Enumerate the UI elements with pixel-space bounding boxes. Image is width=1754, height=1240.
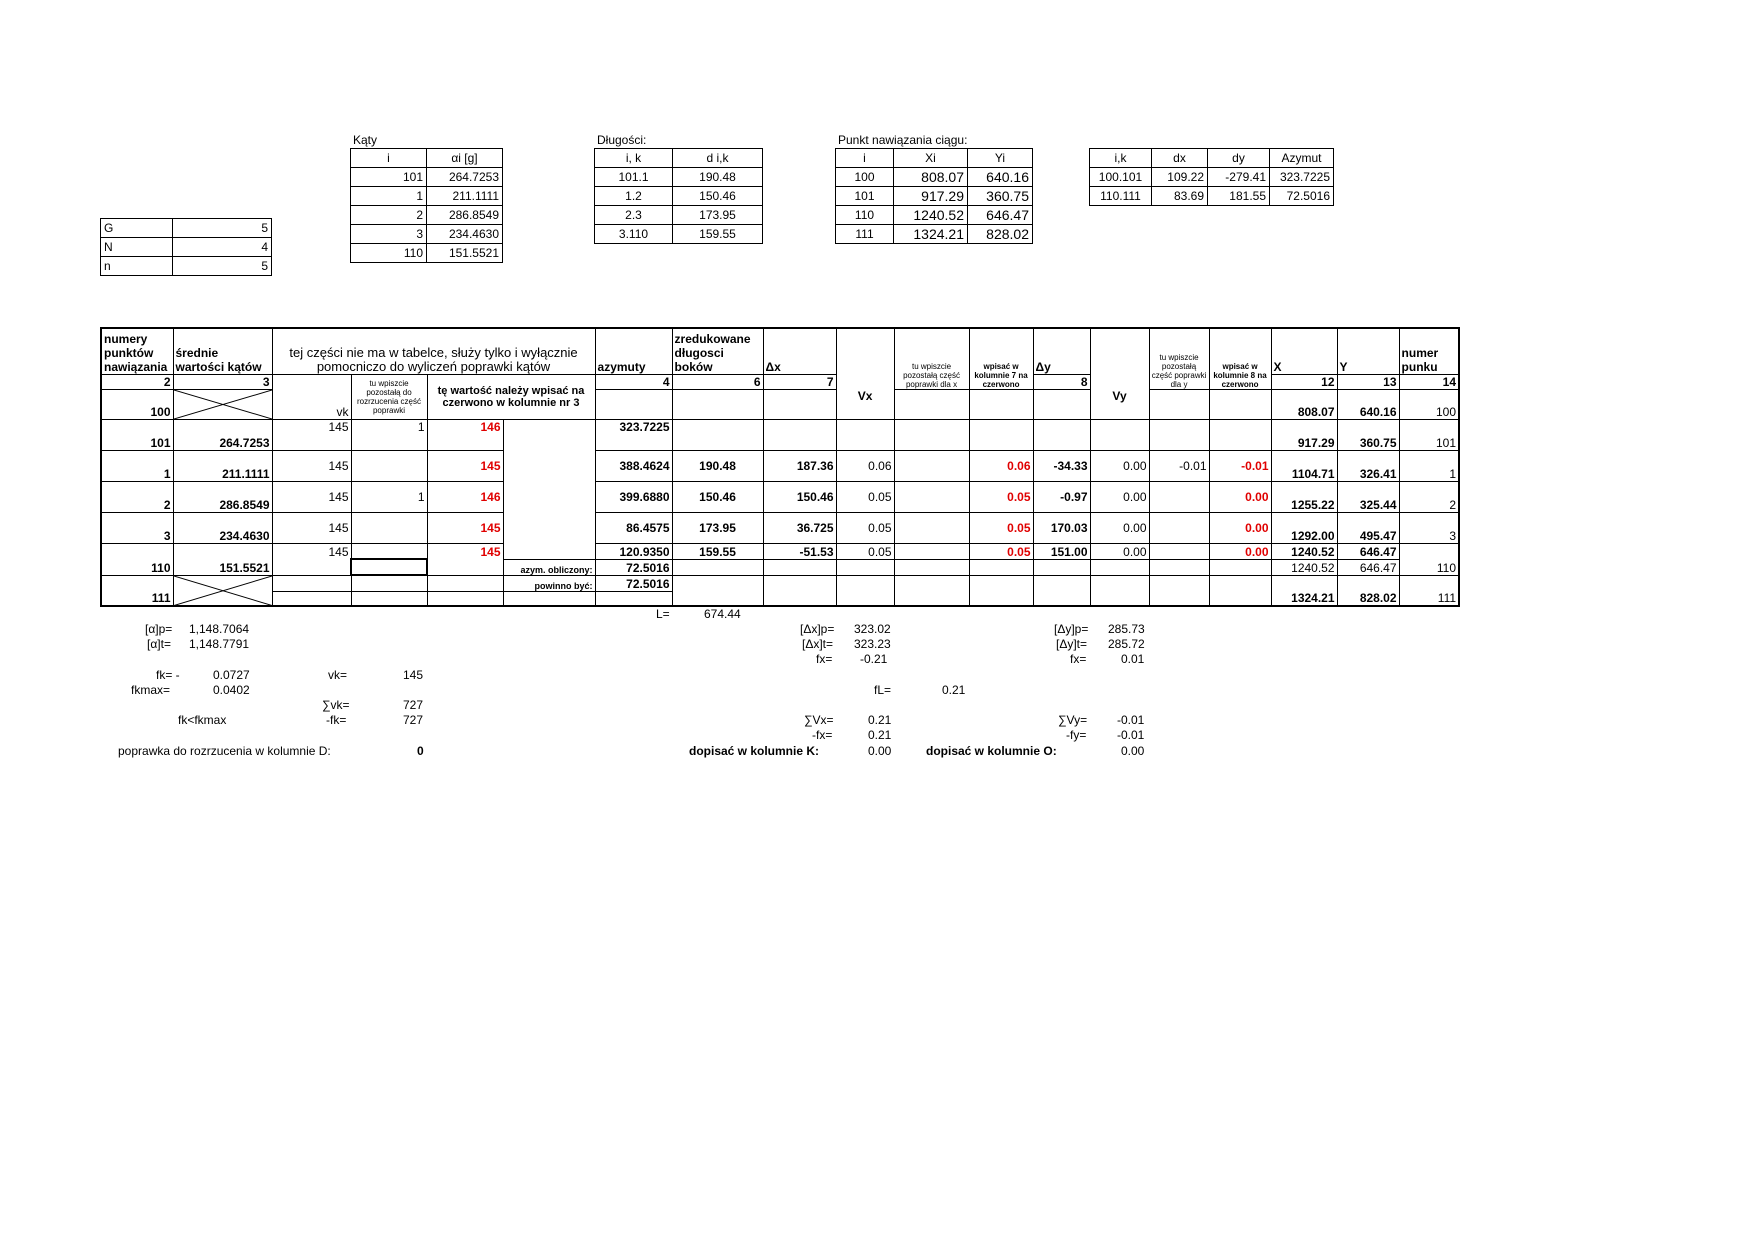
dyt-label: [Δy]t= — [1056, 637, 1088, 651]
row-Y: 325.44 — [1337, 481, 1399, 512]
row-empty — [672, 559, 763, 575]
cross-icon — [174, 576, 272, 606]
row-num: 100 — [1399, 389, 1459, 419]
at-label: [α]t= — [147, 637, 171, 651]
row-vk: 145 — [272, 419, 351, 450]
ap-value: 1,148.7064 — [189, 622, 250, 636]
row-nr: 111 — [101, 575, 173, 606]
pk-cell: 646.47 — [968, 206, 1033, 225]
row-tux — [894, 543, 969, 559]
dopO-value: 0.00 — [1121, 744, 1145, 758]
row-dx: -51.53 — [763, 543, 836, 559]
num-2: 2 — [101, 374, 173, 389]
dlugosci-title: Długości: — [597, 133, 647, 147]
pk-cell: 111 — [836, 225, 894, 244]
row-num: 111 — [1399, 575, 1459, 606]
row-empty — [272, 559, 351, 575]
row-empty — [763, 559, 836, 575]
az-cell: -279.41 — [1208, 168, 1270, 187]
hdr-vy: Vy — [1090, 374, 1149, 419]
row-kat: 264.7253 — [173, 419, 272, 450]
row-empty — [1209, 419, 1271, 450]
svy-value: -0.01 — [1117, 713, 1145, 727]
katy-cell: 101 — [351, 168, 427, 187]
num-14: 14 — [1399, 374, 1459, 389]
num-12: 12 — [1271, 374, 1337, 389]
row-empty — [1209, 559, 1271, 575]
katy-cell: 234.4630 — [427, 225, 503, 244]
row-wx: 0.05 — [969, 481, 1033, 512]
hdr-numery: numery punktów nawiązania — [101, 328, 173, 374]
svy-label: ∑Vy= — [1058, 713, 1088, 727]
dxt-label: [Δx]t= — [802, 637, 834, 651]
row-tuy — [1149, 481, 1209, 512]
dyt-value: 285.72 — [1108, 637, 1145, 651]
row-empty — [1090, 559, 1149, 575]
row-empty — [503, 450, 595, 481]
row-tu — [351, 543, 427, 559]
row-nr: 2 — [101, 481, 173, 512]
pk-cell: 640.16 — [968, 168, 1033, 187]
row-X: 1240.52 — [1271, 559, 1337, 575]
row-nr: 3 — [101, 512, 173, 543]
num-8: 8 — [1033, 374, 1090, 389]
gnn-value: 5 — [173, 257, 272, 276]
row-dy: -0.97 — [1033, 481, 1090, 512]
az-header: i,k — [1090, 149, 1152, 168]
dopK-value: 0.00 — [868, 744, 892, 758]
katy-cell: 286.8549 — [427, 206, 503, 225]
row-d: 159.55 — [672, 543, 763, 559]
row-vx: 0.05 — [836, 543, 894, 559]
row-vx: 0.05 — [836, 512, 894, 543]
mfk-label: -fk= — [326, 713, 347, 727]
pk-cell: 1324.21 — [894, 225, 968, 244]
row-empty — [272, 575, 351, 591]
pk-header: Yi — [968, 149, 1033, 168]
row-az: 388.4624 — [595, 450, 672, 481]
katy-cell: 110 — [351, 244, 427, 263]
pk-cell: 100 — [836, 168, 894, 187]
row-tu — [351, 512, 427, 543]
row-wy: 0.00 — [1209, 481, 1271, 512]
hdr-dy: Δy — [1033, 328, 1090, 374]
row-empty — [969, 575, 1033, 606]
row-empty — [836, 575, 894, 606]
dl-cell: 1.2 — [595, 187, 673, 206]
row-vx: 0.06 — [836, 450, 894, 481]
svx-label: ∑Vx= — [804, 713, 834, 727]
fx-value: -0.21 — [860, 652, 888, 666]
row-empty — [1149, 559, 1209, 575]
row-az: 399.6880 — [595, 481, 672, 512]
row-empty — [1033, 575, 1090, 606]
svk-label: ∑vk= — [322, 698, 350, 712]
cross-icon — [174, 390, 272, 419]
row-empty — [272, 591, 351, 606]
row-tux — [894, 481, 969, 512]
poprawka-value: 0 — [417, 744, 424, 758]
dyp-value: 285.73 — [1108, 622, 1145, 636]
katy-cell: 3 — [351, 225, 427, 244]
row-empty — [595, 591, 672, 606]
row-empty — [595, 389, 672, 419]
hdr-wpisac-8: wpisać w kolumnie 8 na czerwono — [1209, 328, 1271, 389]
az-cell: 323.7225 — [1270, 168, 1334, 187]
row-Y-upper: 646.47 — [1337, 543, 1399, 559]
hdr-tu-wpiszcie-x: tu wpiszcie pozostałą część poprawki dla x — [894, 328, 969, 389]
gnn-value: 5 — [173, 219, 272, 238]
pk-cell: 101 — [836, 187, 894, 206]
hdr-x: X — [1271, 328, 1337, 374]
row-Y: 360.75 — [1337, 419, 1399, 450]
row-empty — [427, 559, 503, 575]
row-Y: 828.02 — [1337, 575, 1399, 606]
hdr-pomocniczo: tej części nie ma w tabelce, służy tylko i wyłącznie pomocniczo do wyliczeń poprawki kątów — [272, 328, 595, 374]
row-vy: 0.00 — [1090, 512, 1149, 543]
row-X: 1104.71 — [1271, 450, 1337, 481]
row-X: 1324.21 — [1271, 575, 1337, 606]
num-4: 4 — [595, 374, 672, 389]
row-num: 110 — [1399, 559, 1459, 575]
fL-label: fL= — [874, 683, 892, 697]
az-cell: 110.111 — [1090, 187, 1152, 206]
hdr-tu-wpiszcie-katy: tu wpiszcie pozostałą do rozrzucenia część poprawki — [351, 374, 427, 419]
row-empty — [503, 591, 595, 606]
hdr-vk: vk — [272, 374, 351, 419]
hdr-tu-wpiszcie-y: tu wpiszcie pozostałą część poprawki dla y — [1149, 328, 1209, 389]
katy-table — [350, 148, 503, 263]
row-empty — [894, 389, 969, 419]
az-cell: 109.22 — [1152, 168, 1208, 187]
row-X: 1292.00 — [1271, 512, 1337, 543]
katy-cell: 1 — [351, 187, 427, 206]
row-empty — [503, 481, 595, 512]
katy-cell: 211.1111 — [427, 187, 503, 206]
dl-header: i, k — [595, 149, 673, 168]
az-cell: 181.55 — [1208, 187, 1270, 206]
row-nr: 100 — [101, 389, 173, 419]
fk-label: fk= - — [156, 668, 180, 682]
row-kat: 211.1111 — [173, 450, 272, 481]
pk-header: Xi — [894, 149, 968, 168]
hdr-te-wartosc: tę wartość należy wpisać na czerwono w kolumnie nr 3 — [427, 374, 595, 419]
row-X: 1255.22 — [1271, 481, 1337, 512]
dl-header: d i,k — [673, 149, 763, 168]
hdr-dx: Δx — [763, 328, 836, 374]
num-3: 3 — [173, 374, 272, 389]
row-vy: 0.00 — [1090, 481, 1149, 512]
fy-value: 0.01 — [1121, 652, 1145, 666]
katy-header-alpha: αi [g] — [427, 149, 503, 168]
hdr-zredukowane: zredukowane długosci boków — [672, 328, 763, 374]
row-kat: 286.8549 — [173, 481, 272, 512]
fx-label: fx= — [816, 652, 833, 666]
condition-text: fk<fkmax — [178, 713, 227, 727]
svk-value: 727 — [403, 698, 424, 712]
row-wy: 0.00 — [1209, 512, 1271, 543]
pk-cell: 917.29 — [894, 187, 968, 206]
row-d: 190.48 — [672, 450, 763, 481]
row-vk: 145 — [272, 450, 351, 481]
hdr-azymuty: azymuty — [595, 328, 672, 374]
gnn-table — [100, 218, 272, 276]
row-Y: 495.47 — [1337, 512, 1399, 543]
dyp-label: [Δy]p= — [1054, 622, 1089, 636]
row-az: 120.9350 — [595, 543, 672, 559]
row-empty — [427, 591, 503, 606]
hdr-srednie: średnie wartości kątów — [173, 328, 272, 374]
hdr-y: Y — [1337, 328, 1399, 374]
gnn-value: 4 — [173, 238, 272, 257]
row-empty — [1399, 543, 1459, 559]
row-empty — [1209, 389, 1271, 419]
row-Y: 640.16 — [1337, 389, 1399, 419]
row-red: 145 — [427, 450, 503, 481]
dopK-label: dopisać w kolumnie K: — [689, 744, 820, 758]
row-num: 2 — [1399, 481, 1459, 512]
row-empty — [672, 575, 763, 606]
pk-header: i — [836, 149, 894, 168]
row-empty — [1033, 419, 1090, 450]
row-empty — [894, 559, 969, 575]
pk-cell: 110 — [836, 206, 894, 225]
az-header: dy — [1208, 149, 1270, 168]
row-tux — [894, 450, 969, 481]
row-empty — [503, 419, 595, 450]
row-az: 86.4575 — [595, 512, 672, 543]
pk-cell: 808.07 — [894, 168, 968, 187]
dl-cell: 101.1 — [595, 168, 673, 187]
row-empty — [969, 389, 1033, 419]
row-dx: 187.36 — [763, 450, 836, 481]
ap-label: [α]p= — [145, 622, 173, 636]
row-red: 145 — [427, 543, 503, 559]
row-X: 808.07 — [1271, 389, 1337, 419]
at-value: 1,148.7791 — [189, 637, 250, 651]
az-cell: 100.101 — [1090, 168, 1152, 187]
row-empty — [1149, 575, 1209, 606]
row-X-upper: 1240.52 — [1271, 543, 1337, 559]
dxp-value: 323.02 — [854, 622, 891, 636]
row-empty — [1209, 575, 1271, 606]
row-empty — [351, 559, 427, 575]
fL-value: 0.21 — [942, 683, 966, 697]
hdr-empty — [1090, 328, 1149, 374]
row-wx: 0.05 — [969, 543, 1033, 559]
L-label: L= — [656, 607, 670, 621]
row-Y: 646.47 — [1337, 559, 1399, 575]
row-tuy — [1149, 512, 1209, 543]
az-obliczony-label: azym. obliczony: — [503, 559, 595, 575]
katy-cell: 2 — [351, 206, 427, 225]
main-table — [100, 327, 1460, 607]
dxp-label: [Δx]p= — [800, 622, 835, 636]
row-vy: 0.00 — [1090, 450, 1149, 481]
row-empty — [894, 575, 969, 606]
row-dx: 36.725 — [763, 512, 836, 543]
dl-cell: 159.55 — [673, 225, 763, 244]
row-dy: -34.33 — [1033, 450, 1090, 481]
row-X: 917.29 — [1271, 419, 1337, 450]
poprawka-label: poprawka do rozrzucenia w kolumnie D: — [118, 744, 331, 758]
gnn-label: N — [101, 238, 173, 257]
powinno-byc-value: 72.5016 — [595, 575, 672, 591]
num-7: 7 — [763, 374, 836, 389]
row-kat: 234.4630 — [173, 512, 272, 543]
hdr-vx: Vx — [836, 374, 894, 419]
az-header: Azymut — [1270, 149, 1334, 168]
dlugosci-table — [594, 148, 763, 244]
pk-cell: 1240.52 — [894, 206, 968, 225]
row-wx: 0.05 — [969, 512, 1033, 543]
row-d: 150.46 — [672, 481, 763, 512]
vk-label: vk= — [328, 668, 348, 682]
row-empty — [1149, 389, 1209, 419]
row-empty — [1090, 419, 1149, 450]
dl-cell: 190.48 — [673, 168, 763, 187]
row-dx: 150.46 — [763, 481, 836, 512]
row-nr: 1 — [101, 450, 173, 481]
row-empty — [351, 591, 427, 606]
row-wx: 0.06 — [969, 450, 1033, 481]
row-empty — [836, 559, 894, 575]
row-tuy — [1149, 543, 1209, 559]
fkmax-label: fkmax= — [131, 683, 171, 697]
pk-cell: 828.02 — [968, 225, 1033, 244]
row-empty — [1033, 559, 1090, 575]
row-tu: 1 — [351, 419, 427, 450]
azymut-table — [1089, 148, 1334, 206]
mfy-label: -fy= — [1066, 728, 1087, 742]
mfk-value: 727 — [403, 713, 424, 727]
gnn-label: G — [101, 219, 173, 238]
katy-title: Kąty — [353, 133, 378, 147]
punkt-table — [835, 148, 1033, 244]
hdr-numer-punku: numer punku — [1399, 328, 1459, 374]
row-vx: 0.05 — [836, 481, 894, 512]
row-nr: 110 — [101, 543, 173, 575]
dopO-label: dopisać w kolumnie O: — [926, 744, 1057, 758]
mfx-label: -fx= — [812, 728, 833, 742]
hdr-wpisac-7: wpisać w kolumnie 7 na czerwono — [969, 328, 1033, 389]
row-wy: 0.00 — [1209, 543, 1271, 559]
row-empty — [763, 389, 836, 419]
row-az: 323.7225 — [595, 419, 672, 450]
powinno-byc-label: powinno być: — [503, 575, 595, 591]
row-num: 1 — [1399, 450, 1459, 481]
L-value: 674.44 — [704, 607, 741, 621]
hdr-empty — [836, 328, 894, 374]
row-dy: 151.00 — [1033, 543, 1090, 559]
row-empty — [503, 543, 595, 559]
row-empty — [427, 575, 503, 591]
az-cell: 72.5016 — [1270, 187, 1334, 206]
row-empty — [969, 559, 1033, 575]
dl-cell: 2.3 — [595, 206, 673, 225]
row-kat: 151.5521 — [173, 543, 272, 575]
row-red: 146 — [427, 481, 503, 512]
num-13: 13 — [1337, 374, 1399, 389]
row-empty — [969, 419, 1033, 450]
dl-cell: 173.95 — [673, 206, 763, 225]
punkt-title: Punkt nawiązania ciągu: — [838, 133, 968, 147]
az-obliczony-value: 72.5016 — [595, 559, 672, 575]
row-dy: 170.03 — [1033, 512, 1090, 543]
crossed-cell — [173, 575, 272, 606]
row-empty — [763, 575, 836, 606]
katy-cell: 264.7253 — [427, 168, 503, 187]
mfy-value: -0.01 — [1117, 728, 1145, 742]
row-tu — [351, 450, 427, 481]
pk-cell: 360.75 — [968, 187, 1033, 206]
row-tuy: -0.01 — [1149, 450, 1209, 481]
row-empty — [836, 419, 894, 450]
row-vy: 0.00 — [1090, 543, 1149, 559]
dl-cell: 3.110 — [595, 225, 673, 244]
svx-value: 0.21 — [868, 713, 892, 727]
row-vk: 145 — [272, 543, 351, 559]
num-6: 6 — [672, 374, 763, 389]
row-d: 173.95 — [672, 512, 763, 543]
row-wy: -0.01 — [1209, 450, 1271, 481]
row-empty — [1149, 419, 1209, 450]
vk-value: 145 — [403, 668, 424, 682]
az-header: dx — [1152, 149, 1208, 168]
crossed-cell — [173, 389, 272, 419]
row-nr: 101 — [101, 419, 173, 450]
dl-cell: 150.46 — [673, 187, 763, 206]
fy-label: fx= — [1070, 652, 1087, 666]
mfx-value: 0.21 — [868, 728, 892, 742]
katy-header-i: i — [351, 149, 427, 168]
dxt-value: 323.23 — [854, 637, 891, 651]
katy-cell: 151.5521 — [427, 244, 503, 263]
row-empty — [1090, 575, 1149, 606]
row-empty — [1033, 389, 1090, 419]
row-tux — [894, 512, 969, 543]
row-Y: 326.41 — [1337, 450, 1399, 481]
fk-value: 0.0727 — [213, 668, 250, 682]
row-empty — [351, 575, 427, 591]
row-num: 3 — [1399, 512, 1459, 543]
fkmax-value: 0.0402 — [213, 683, 250, 697]
row-empty — [894, 419, 969, 450]
gnn-label: n — [101, 257, 173, 276]
row-red: 145 — [427, 512, 503, 543]
az-cell: 83.69 — [1152, 187, 1208, 206]
row-num: 101 — [1399, 419, 1459, 450]
row-red: 146 — [427, 419, 503, 450]
row-vk: 145 — [272, 481, 351, 512]
row-tu: 1 — [351, 481, 427, 512]
row-empty — [672, 419, 763, 450]
row-empty — [763, 419, 836, 450]
row-empty — [503, 512, 595, 543]
row-empty — [672, 389, 763, 419]
row-vk: 145 — [272, 512, 351, 543]
